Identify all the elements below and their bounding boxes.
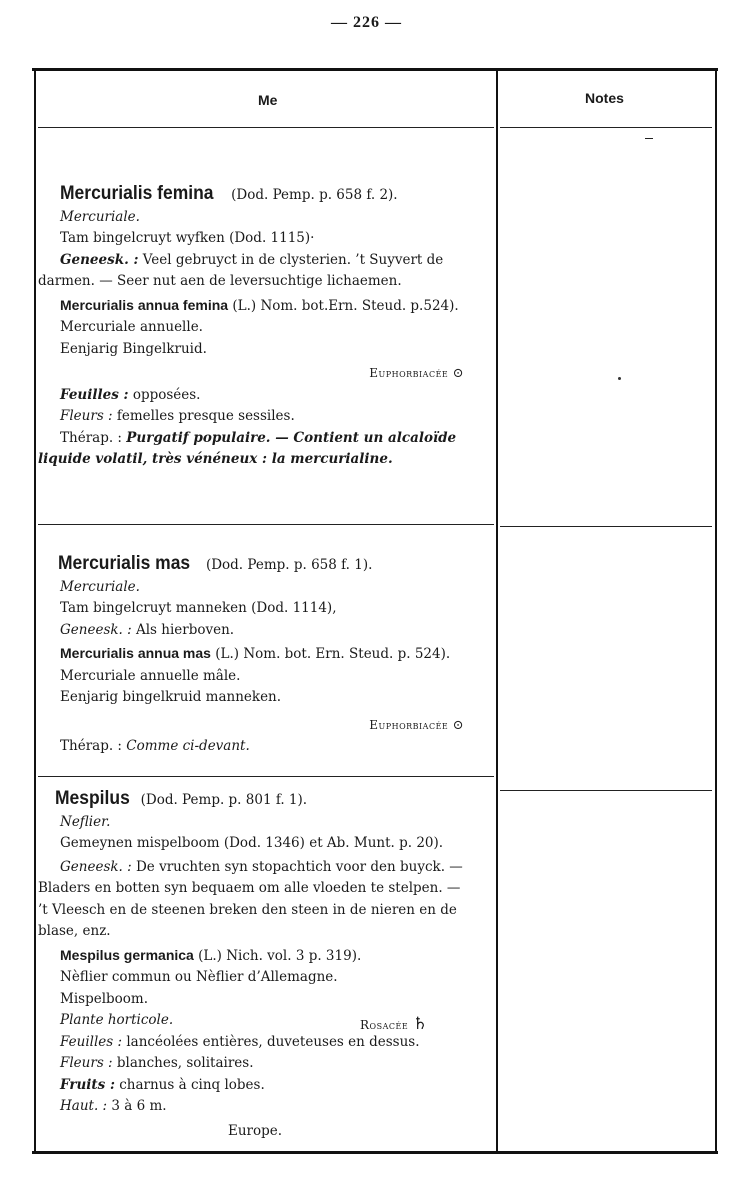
geneesk-line-1	[38, 857, 490, 879]
family-name: Euphorbiacée	[369, 717, 449, 732]
family-line	[360, 1014, 428, 1037]
entry-title: Mercurialis mas	[58, 553, 191, 574]
header-rule-left	[38, 127, 494, 128]
family-name: Rosacée	[360, 1018, 409, 1032]
french-name: Neflier.	[60, 813, 111, 830]
family-line	[38, 715, 490, 737]
flemish-name: Gemeynen mispelboom (Dod. 1346) et Ab. Munt. p. 20).	[60, 835, 444, 851]
tree-symbol: ♄	[412, 1014, 429, 1034]
latin-line	[38, 945, 490, 968]
flemish-name: Tam bingelcruyt wyfken (Dod. 1115)·	[60, 230, 315, 246]
entry-title: Mespilus	[55, 788, 130, 809]
therap-text-1: Purgatif populaire. — Contient un alcaloïde	[126, 429, 457, 446]
geneesk-text-2: darmen. — Seer nut aen de leversuchtige lichaemen.	[38, 273, 402, 289]
geneesk-label: Geneesk. :	[60, 858, 132, 875]
therap-label: Thérap. :	[60, 429, 122, 446]
table-right-border	[715, 70, 717, 1152]
fleurs-label: Fleurs :	[60, 1055, 113, 1071]
fruits-line	[38, 1075, 490, 1097]
flemish-name: Tam bingelcruyt manneken (Dod. 1114),	[60, 600, 337, 616]
fleurs-line	[38, 1053, 490, 1075]
entry-title-ref: (Dod. Pemp. p. 658 f. 1).	[205, 557, 373, 573]
dutch-modern-name: Mispelboom.	[60, 990, 149, 1007]
therap-line	[38, 736, 490, 758]
haut-line	[38, 1096, 490, 1118]
geneesk-line-1	[38, 250, 490, 272]
feuilles-line	[38, 385, 490, 407]
feuilles-text: lancéolées entières, duveteuses en dessus.	[126, 1033, 420, 1050]
therap-text: Comme ci-devant.	[126, 738, 250, 754]
fleurs-text: blanches, solitaires.	[116, 1055, 254, 1071]
french-name: Mercuriale.	[60, 578, 140, 595]
entry-title-ref: (Dod. Pemp. p. 801 f. 1).	[140, 792, 308, 808]
latin-name: Mercurialis annua femina	[60, 296, 229, 313]
plante-text: Plante horticole.	[60, 1012, 174, 1028]
geneesk-text: Als hierboven.	[135, 621, 235, 638]
feuilles-label: Feuilles :	[60, 386, 129, 403]
geneesk-text-4: blase, enz.	[38, 923, 111, 939]
family-line	[38, 363, 490, 385]
fruits-label: Fruits :	[60, 1076, 115, 1093]
geneesk-text-1: Veel gebruyct in de clysterien. ’t Suyvert de	[142, 251, 444, 268]
annual-symbol: ⊙	[452, 366, 464, 381]
section-rule-1-left	[38, 524, 494, 525]
notes-mark	[645, 138, 653, 139]
latin-ref: (L.) Nich. vol. 3 p. 319).	[198, 947, 362, 964]
latin-name: Mespilus germanica	[60, 946, 194, 963]
french-modern-name: Mercuriale annuelle.	[60, 319, 203, 335]
entry-title: Mercurialis femina	[60, 183, 214, 204]
table-top-rule	[32, 68, 718, 71]
french-name: Mercuriale.	[60, 208, 140, 225]
header-rule-right	[500, 127, 712, 128]
family-name: Euphorbiacée	[369, 366, 449, 380]
plante-line	[38, 1010, 490, 1032]
table-bottom-rule	[32, 1151, 718, 1154]
therap-line-1	[38, 428, 490, 450]
french-modern-name: Mercuriale annuelle mâle.	[60, 667, 241, 684]
latin-name: Mercurialis annua mas	[60, 645, 211, 661]
french-modern-name: Nèflier commun ou Nèflier d’Allemagne.	[60, 969, 338, 985]
entry-mercurialis-mas	[38, 553, 490, 758]
dutch-modern-name: Eenjarig Bingelkruid.	[60, 340, 207, 357]
column-header-me: Me	[258, 92, 278, 108]
origin: Europe.	[228, 1122, 283, 1139]
entry-mercurialis-femina	[38, 183, 490, 471]
entry-title-ref: (Dod. Pemp. p. 658 f. 2).	[231, 187, 398, 203]
haut-text: 3 à 6 m.	[111, 1098, 167, 1114]
latin-ref: (L.) Nom. bot. Ern. Steud. p. 524).	[215, 646, 451, 662]
latin-line	[38, 643, 490, 666]
geneesk-text-1: De vruchten syn stopachtich voor den buyck. —	[135, 858, 463, 875]
entry-title-line	[38, 788, 490, 812]
fruits-text: charnus à cinq lobes.	[119, 1076, 265, 1093]
annual-symbol: ⊙	[452, 717, 464, 733]
entry-mespilus	[38, 788, 490, 1142]
latin-ref: (L.) Nom. bot.Ern. Steud. p.524).	[232, 297, 459, 314]
section-rule-1-right	[500, 526, 712, 527]
section-rule-2-left	[38, 776, 494, 777]
geneesk-text-3: ’t Vleesch en de steenen breken den steen in de nieren en de	[38, 901, 457, 918]
geneesk-label: Geneesk. :	[60, 621, 132, 638]
page-number: — 226 —	[331, 14, 402, 31]
latin-line	[38, 295, 490, 318]
fleurs-text: femelles presque sessiles.	[116, 408, 295, 424]
fleurs-label: Fleurs :	[60, 408, 113, 424]
dutch-modern-name: Eenjarig bingelkruid manneken.	[60, 689, 282, 705]
section-rule-2-right	[500, 790, 712, 791]
geneesk-label: Geneesk. :	[60, 251, 139, 268]
table-left-border	[34, 70, 36, 1152]
entry-title-line	[38, 183, 490, 207]
haut-label: Haut. :	[60, 1098, 108, 1114]
therap-text-2: liquide volatil, très vénéneux : la mercurialine.	[38, 451, 393, 467]
fleurs-line	[38, 406, 490, 428]
feuilles-label: Feuilles :	[60, 1033, 123, 1050]
geneesk-text-2: Bladers en botten syn bequaem om alle vloeden te stelpen. —	[38, 880, 461, 896]
table-column-divider	[496, 70, 498, 1152]
geneesk-line	[38, 620, 490, 642]
notes-dot	[618, 377, 621, 380]
entry-title-line	[38, 553, 490, 577]
column-header-notes: Notes	[585, 90, 624, 106]
feuilles-text: opposées.	[132, 386, 201, 403]
therap-label: Thérap. :	[60, 738, 122, 754]
